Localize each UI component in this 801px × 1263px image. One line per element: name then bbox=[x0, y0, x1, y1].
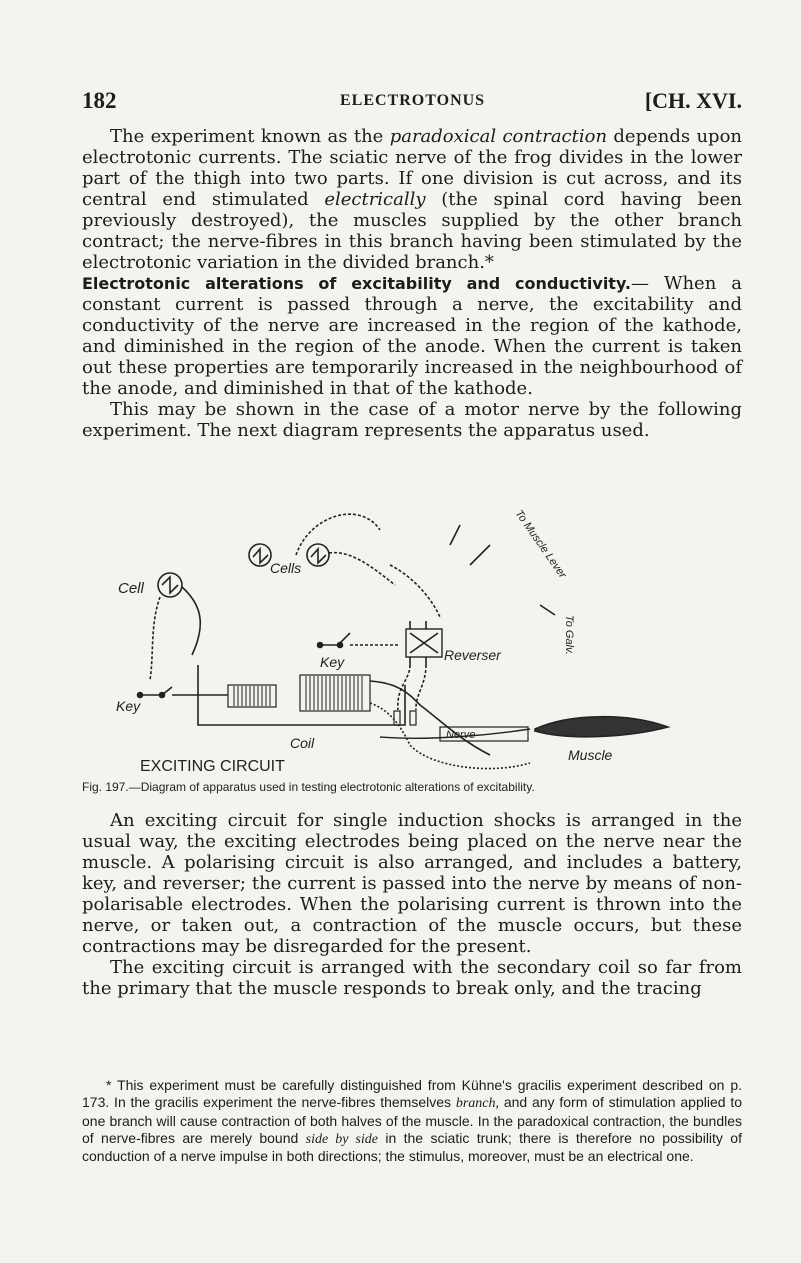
non-polarisable-electrode-1 bbox=[394, 711, 400, 725]
muscle-shape bbox=[535, 717, 668, 737]
label-reverser: Reverser bbox=[444, 647, 501, 663]
label-nerve: Nerve bbox=[446, 729, 476, 741]
label-to-muscle-lever: To Muscle Lever bbox=[512, 507, 569, 581]
section-heading: Electrotonic alterations of excitability and conductivity. bbox=[82, 274, 631, 293]
label-cells: Cells bbox=[270, 560, 302, 576]
label-key-left: Key bbox=[116, 698, 141, 714]
figure-caption: Fig. 197.—Diagram of apparatus used in testing electrotonic alterations of excitability. bbox=[82, 780, 535, 794]
paragraph-paradoxical-contraction: The experiment known as the paradoxical contraction depends upon electrotonic currents. The sciatic nerve of the frog divides in the lower part of the thigh into two parts. If one division is cut across, and its central end stimulated electrically (the spinal cord having been previously destroyed), the muscles supplied by the other branch contract; the nerve-fibres in this branch having been stimulated by the electrotonic variation in the divided branch.* bbox=[82, 126, 742, 273]
page-number: 182 bbox=[82, 88, 117, 113]
label-coil: Coil bbox=[290, 735, 315, 751]
upper-body bbox=[82, 126, 742, 441]
label-key-right: Key bbox=[320, 654, 345, 670]
paragraph-exciting-circuit: An exciting circuit for single induction shocks is arranged in the usual way, the exciting electrodes being placed on the nerve near the muscle. A polarising circuit is also arranged, and includes a battery, key, and reverser; the current is passed into the nerve by means of non-polarisable electrodes. When the polarising current is thrown into the nerve, or taken out, a contraction of the muscle occurs, but these contractions may be disregarded for the present. bbox=[82, 810, 742, 957]
running-title: ELECTROTONUS bbox=[340, 92, 486, 109]
label-exciting-circuit: EXCITING CIRCUIT bbox=[140, 758, 285, 775]
label-cell: Cell bbox=[118, 580, 144, 597]
paragraph-electrotonic-alterations: Electrotonic alterations of excitability and conductivity.— When a constant current is passed through a nerve, the excitability and conductivity of the nerve are increased in the region of the kathode, and diminished in the region of the anode. When the current is taken out these properties are temporarily increased in the neighbourhood of the anode, and diminished in that of the kathode. bbox=[82, 273, 742, 399]
label-to-galv: To Galv. bbox=[563, 615, 575, 655]
paragraph-secondary-coil: The exciting circuit is arranged with the secondary coil so far from the primary that the muscle responds to break only, and the tracing bbox=[82, 957, 742, 999]
paragraph-experiment-intro: This may be shown in the case of a motor nerve by the following experiment. The next diagram represents the apparatus used. bbox=[82, 399, 742, 441]
footnote bbox=[82, 1077, 742, 1165]
diagram-svg bbox=[110, 505, 730, 775]
chapter-label: [CH. XVI. bbox=[644, 88, 742, 113]
apparatus-diagram bbox=[110, 505, 730, 775]
primary-coil bbox=[228, 685, 276, 707]
footnote-text: * This experiment must be carefully distinguished from Kühne's gracilis experiment described on p. 173. In the gracilis experiment the nerve-fibres themselves branch, and any form of stimulation applied to one branch will cause contraction of both halves of the muscle. In the paradoxical contraction, the bundles of nerve-fibres are merely bound side by side in the sciatic trunk; there is therefore no possibility of conduction of a nerve impulse in both directions; the stimulus, moreover, must be an electrical one. bbox=[82, 1077, 743, 1165]
lower-body bbox=[82, 810, 742, 999]
running-header bbox=[82, 88, 742, 118]
non-polarisable-electrode-2 bbox=[410, 711, 416, 725]
label-muscle: Muscle bbox=[568, 747, 613, 763]
